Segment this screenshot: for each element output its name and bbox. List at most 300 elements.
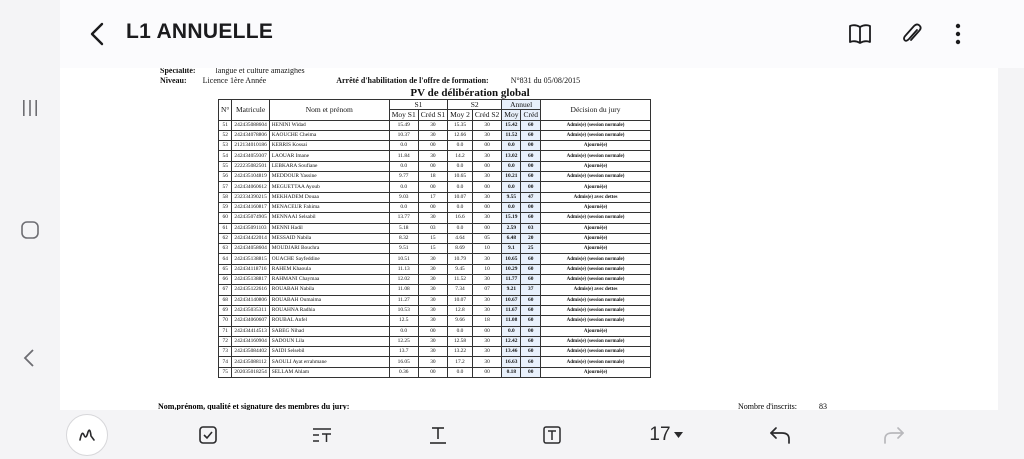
cell-matricule: 242434059307 (232, 151, 269, 161)
cell-moy-2: 0.0 (448, 223, 473, 233)
cell-nom: LEBKARA Soufiane (269, 161, 389, 171)
cell-nom: ROUBAL Anfel (269, 316, 389, 326)
cell-cred-s2: 18 (472, 316, 501, 326)
cell-moy-s1: 11.27 (389, 295, 418, 305)
cell-cred-s2: 00 (472, 367, 501, 377)
cell-num: 62 (219, 233, 232, 243)
cell-matricule: 242435084402 (232, 347, 269, 357)
cell-nom: MESSAID Nabila (269, 233, 389, 243)
cell-moy-2: 10.79 (448, 254, 473, 264)
cell-nom: KAOUCHE Cheima (269, 130, 389, 140)
col-cred-s2: Créd S2 (472, 110, 501, 120)
cell-matricule: 242434058604 (232, 244, 269, 254)
specialite-value: langue et culture amazighes (215, 68, 305, 75)
cell-moy-2: 0.0 (448, 141, 473, 151)
cell-decision: Admis(e) avec dettes (541, 285, 651, 295)
cell-cred-s2: 30 (472, 151, 501, 161)
arrete-label: Arrêté d'habilitation de l'offre de formation: (336, 76, 489, 85)
cell-cred-s1: 30 (418, 264, 447, 274)
table-row (219, 182, 651, 192)
cell-cred-s2: 10 (472, 264, 501, 274)
cell-moy-s1: 11.13 (389, 264, 418, 274)
col-annuel: Annuel (502, 100, 541, 110)
table-row (219, 233, 651, 243)
specialite-line (160, 68, 860, 76)
col-matricule: Matricule (232, 100, 269, 121)
cell-num: 68 (219, 295, 232, 305)
inscrits-label: Nombre d'inscrits: (738, 402, 797, 410)
document-title: PV de délibération global (410, 87, 530, 99)
cell-moy-s1: 11.08 (389, 285, 418, 295)
cell-num: 55 (219, 161, 232, 171)
cell-num: 74 (219, 357, 232, 367)
cell-num: 53 (219, 141, 232, 151)
cell-cred: 60 (521, 295, 541, 305)
cell-matricule: 242434160904 (232, 336, 269, 346)
cell-num: 71 (219, 326, 232, 336)
recents-icon[interactable] (14, 92, 46, 124)
pen-icon[interactable] (66, 414, 108, 456)
cell-num: 58 (219, 192, 232, 202)
cell-cred: 60 (521, 275, 541, 285)
cell-moy: 15.19 (502, 213, 521, 223)
col-moy-2: Moy 2 (448, 110, 473, 120)
cell-cred: 00 (521, 182, 541, 192)
undo-icon[interactable] (766, 418, 794, 452)
cell-cred-s2: 00 (472, 202, 501, 212)
cell-moy-2: 13.22 (448, 347, 473, 357)
cell-moy-2: 0.0 (448, 161, 473, 171)
niveau-value: Licence 1ère Année (202, 76, 267, 85)
cell-moy: 6.48 (502, 233, 521, 243)
cell-moy-s1: 13.7 (389, 347, 418, 357)
chevron-down-icon (674, 432, 683, 438)
cell-cred-s1: 30 (418, 305, 447, 315)
cell-moy: 10.29 (502, 264, 521, 274)
cell-moy-s1: 9.51 (389, 244, 418, 254)
cell-nom: MENNAAI Selsabil (269, 213, 389, 223)
cell-nom: SAOULI Ayat errahmane (269, 357, 389, 367)
cell-decision: Ajourné(e) (541, 244, 651, 254)
cell-matricule: 212134010186 (232, 141, 269, 151)
cell-moy: 11.52 (502, 130, 521, 140)
deliberation-table (218, 99, 651, 378)
cell-num: 52 (219, 130, 232, 140)
cell-nom: MEKHADEM Douaa (269, 192, 389, 202)
cell-nom: SABEG Nihad (269, 326, 389, 336)
cell-moy-s1: 0.36 (389, 367, 418, 377)
cell-decision: Admis(e) avec dettes (541, 192, 651, 202)
cell-num: 73 (219, 347, 232, 357)
cell-cred-s2: 00 (472, 223, 501, 233)
cell-cred: 25 (521, 244, 541, 254)
cell-moy-s1: 10.51 (389, 254, 418, 264)
cell-moy: 9.21 (502, 285, 521, 295)
cell-decision: Admis(e) (session normale) (541, 316, 651, 326)
cell-moy-2: 10.07 (448, 192, 473, 202)
cell-cred-s2: 30 (472, 305, 501, 315)
niveau-line (160, 76, 860, 86)
table-row (219, 347, 651, 357)
cell-matricule: 242435091103 (232, 223, 269, 233)
cell-moy-2: 0.0 (448, 182, 473, 192)
cell-matricule: 242434078806 (232, 130, 269, 140)
table-row (219, 275, 651, 285)
cell-cred-s2: 30 (472, 336, 501, 346)
text-align-icon[interactable] (308, 418, 336, 452)
cell-num: 57 (219, 182, 232, 192)
cell-moy-s1: 12.25 (389, 336, 418, 346)
col-moy: Moy (502, 110, 521, 120)
cell-cred-s2: 07 (472, 285, 501, 295)
checkbox-icon[interactable] (194, 418, 222, 452)
home-icon[interactable] (14, 214, 46, 246)
cell-moy-s1: 10.37 (389, 130, 418, 140)
cell-moy-2: 0.0 (448, 202, 473, 212)
cell-cred-s2: 00 (472, 326, 501, 336)
table-row (219, 264, 651, 274)
cell-cred: 60 (521, 316, 541, 326)
table-row (219, 202, 651, 212)
table-row (219, 244, 651, 254)
cell-moy-2: 9.66 (448, 316, 473, 326)
cell-cred: 60 (521, 151, 541, 161)
col-s2: S2 (448, 100, 502, 110)
col-nom: Nom et prénom (269, 100, 389, 121)
cell-nom: ROUABAH Oumaima (269, 295, 389, 305)
cell-moy: 9.1 (502, 244, 521, 254)
cell-moy-s1: 9.03 (389, 192, 418, 202)
cell-nom: RAHEM Khaoula (269, 264, 389, 274)
cell-cred: 60 (521, 347, 541, 357)
cell-nom: MEGUETTAA Ayoub (269, 182, 389, 192)
font-size-select[interactable] (646, 418, 686, 452)
table-row (219, 213, 651, 223)
cell-cred-s2: 30 (472, 192, 501, 202)
cell-nom: ROUAHNA Radhia (269, 305, 389, 315)
cell-cred-s1: 18 (418, 172, 447, 182)
cell-moy: 13.02 (502, 151, 521, 161)
cell-cred-s1: 00 (418, 161, 447, 171)
cell-cred-s2: 30 (472, 275, 501, 285)
col-moy-s1: Moy S1 (389, 110, 418, 120)
cell-cred-s2: 30 (472, 347, 501, 357)
cell-moy-s1: 0.0 (389, 326, 418, 336)
cell-decision: Admis(e) (session normale) (541, 357, 651, 367)
cell-matricule: 242434140806 (232, 295, 269, 305)
cell-matricule: 232334390215 (232, 192, 269, 202)
cell-decision: Ajourné(e) (541, 233, 651, 243)
cell-cred: 60 (521, 264, 541, 274)
cell-nom: MEDDOUR Yassine (269, 172, 389, 182)
cell-cred: 00 (521, 202, 541, 212)
table-row (219, 223, 651, 233)
cell-cred-s1: 30 (418, 254, 447, 264)
font-size-value: 17 (649, 424, 671, 445)
paperclip-icon[interactable] (898, 20, 926, 48)
cell-cred-s1: 30 (418, 275, 447, 285)
cell-moy: 0.18 (502, 367, 521, 377)
more-vert-icon[interactable] (944, 20, 972, 48)
cell-nom: ROUABAH Nabila (269, 285, 389, 295)
cell-moy: 11.67 (502, 305, 521, 315)
cell-cred-s1: 00 (418, 202, 447, 212)
cell-decision: Admis(e) (session normale) (541, 264, 651, 274)
cell-moy-2: 4.64 (448, 233, 473, 243)
cell-cred-s1: 00 (418, 141, 447, 151)
cell-matricule: 242434414513 (232, 326, 269, 336)
cell-cred-s2: 30 (472, 295, 501, 305)
cell-moy-s1: 0.0 (389, 202, 418, 212)
cell-num: 56 (219, 172, 232, 182)
cell-matricule: 242435088112 (232, 357, 269, 367)
cell-matricule: 242434060607 (232, 316, 269, 326)
cell-moy: 0.0 (502, 161, 521, 171)
cell-decision: Admis(e) (session normale) (541, 151, 651, 161)
cell-cred-s1: 15 (418, 244, 447, 254)
cell-moy-s1: 16.05 (389, 357, 418, 367)
cell-cred: 37 (521, 285, 541, 295)
cell-cred-s1: 30 (418, 213, 447, 223)
cell-moy-s1: 10.53 (389, 305, 418, 315)
cell-cred-s1: 30 (418, 336, 447, 346)
cell-moy-2: 12.66 (448, 130, 473, 140)
cell-cred-s1: 00 (418, 182, 447, 192)
cell-moy-s1: 5.18 (389, 223, 418, 233)
cell-moy-2: 12.58 (448, 336, 473, 346)
cell-moy-2: 0.0 (448, 326, 473, 336)
cell-moy-2: 10.65 (448, 172, 473, 182)
cell-num: 72 (219, 336, 232, 346)
cell-num: 59 (219, 202, 232, 212)
cell-moy-2: 17.2 (448, 357, 473, 367)
cell-moy-2: 12.8 (448, 305, 473, 315)
cell-nom: SELLAM Ahlam (269, 367, 389, 377)
table-body (219, 120, 651, 377)
cell-cred-s1: 17 (418, 192, 447, 202)
cell-cred-s2: 30 (472, 172, 501, 182)
cell-nom: MENACEUR Fahima (269, 202, 389, 212)
cell-cred-s1: 15 (418, 233, 447, 243)
cell-cred: 00 (521, 367, 541, 377)
cell-decision: Admis(e) (session normale) (541, 254, 651, 264)
col-cred: Créd (521, 110, 541, 120)
cell-moy: 10.21 (502, 172, 521, 182)
cell-decision: Ajourné(e) (541, 326, 651, 336)
cell-cred-s2: 00 (472, 141, 501, 151)
cell-moy-2: 14.2 (448, 151, 473, 161)
cell-cred-s2: 10 (472, 244, 501, 254)
cell-cred: 60 (521, 357, 541, 367)
cell-cred: 00 (521, 326, 541, 336)
table-row (219, 254, 651, 264)
cell-moy: 10.65 (502, 254, 521, 264)
cell-cred-s1: 30 (418, 347, 447, 357)
cell-nom: SAIDI Selsebil (269, 347, 389, 357)
cell-decision: Admis(e) (session normale) (541, 130, 651, 140)
cell-matricule: 242435035311 (232, 305, 269, 315)
cell-cred-s1: 30 (418, 357, 447, 367)
cell-nom: MOUDJARI Bouchra (269, 244, 389, 254)
col-cred-s1: Créd S1 (418, 110, 447, 120)
cell-decision: Admis(e) (session normale) (541, 347, 651, 357)
table-row (219, 305, 651, 315)
cell-moy: 11.08 (502, 316, 521, 326)
inscrits-value: 83 (819, 402, 827, 410)
cell-moy-2: 9.45 (448, 264, 473, 274)
table-row (219, 172, 651, 182)
cell-decision: Admis(e) (session normale) (541, 275, 651, 285)
table-row (219, 285, 651, 295)
cell-moy: 12.42 (502, 336, 521, 346)
cell-decision: Ajourné(e) (541, 182, 651, 192)
cell-moy-s1: 0.0 (389, 161, 418, 171)
jury-signature-label: Nom,prénom, qualité et signature des membres du jury: (158, 402, 350, 410)
text-underline-icon[interactable] (424, 418, 452, 452)
back-icon[interactable] (14, 342, 46, 374)
cell-moy-s1: 13.77 (389, 213, 418, 223)
text-box-icon[interactable] (538, 418, 566, 452)
cell-cred: 00 (521, 141, 541, 151)
specialite-label: Spécialité: (160, 68, 196, 75)
cell-decision: Admis(e) (session normale) (541, 305, 651, 315)
col-decision: Décision du jury (541, 100, 651, 121)
table-row (219, 120, 651, 130)
table-row (219, 357, 651, 367)
cell-cred: 60 (521, 305, 541, 315)
cell-matricule: 242434160817 (232, 202, 269, 212)
cell-matricule: 242435122616 (232, 285, 269, 295)
system-nav-bar (0, 0, 60, 459)
cell-moy-2: 0.0 (448, 367, 473, 377)
arrete-value: N°831 du 05/08/2015 (510, 76, 581, 85)
cell-cred-s1: 30 (418, 285, 447, 295)
cell-matricule: 242435088604 (232, 120, 269, 130)
table-row (219, 161, 651, 171)
cell-num: 60 (219, 213, 232, 223)
cell-moy: 16.63 (502, 357, 521, 367)
table-row (219, 367, 651, 377)
cell-decision: Admis(e) (session normale) (541, 336, 651, 346)
cell-moy-2: 11.52 (448, 275, 473, 285)
cell-cred-s2: 00 (472, 161, 501, 171)
cell-cred-s2: 30 (472, 130, 501, 140)
cell-cred-s1: 30 (418, 130, 447, 140)
cell-num: 54 (219, 151, 232, 161)
cell-moy: 13.46 (502, 347, 521, 357)
document-content (160, 68, 860, 378)
cell-moy-s1: 12.5 (389, 316, 418, 326)
app-header (60, 0, 1024, 68)
cell-matricule: 242434422014 (232, 233, 269, 243)
book-icon[interactable] (846, 20, 874, 48)
cell-num: 51 (219, 120, 232, 130)
cell-decision: Ajourné(e) (541, 161, 651, 171)
cell-cred-s2: 30 (472, 357, 501, 367)
cell-nom: SADOUN Lila (269, 336, 389, 346)
table-row (219, 336, 651, 346)
cell-decision: Ajourné(e) (541, 367, 651, 377)
cell-decision: Admis(e) (session normale) (541, 172, 651, 182)
cell-decision: Admis(e) (session normale) (541, 295, 651, 305)
page-title: L1 ANNUELLE (126, 20, 274, 43)
cell-cred-s2: 30 (472, 120, 501, 130)
cell-moy-2: 16.6 (448, 213, 473, 223)
cell-moy-s1: 15.49 (389, 120, 418, 130)
cell-moy-2: 7.34 (448, 285, 473, 295)
cell-matricule: 242435074905 (232, 213, 269, 223)
cell-matricule: 242435138815 (232, 254, 269, 264)
cell-cred: 60 (521, 130, 541, 140)
niveau-label: Niveau: (160, 76, 187, 85)
cell-cred: 60 (521, 213, 541, 223)
cell-cred-s2: 30 (472, 254, 501, 264)
cell-moy: 0.0 (502, 202, 521, 212)
cell-decision: Admis(e) (session normale) (541, 120, 651, 130)
cell-nom: HENINI Widad (269, 120, 389, 130)
table-row (219, 151, 651, 161)
cell-cred: 60 (521, 120, 541, 130)
table-row (219, 192, 651, 202)
table-row (219, 295, 651, 305)
cell-moy: 10.67 (502, 295, 521, 305)
cell-cred-s1: 03 (418, 223, 447, 233)
cell-decision: Ajourné(e) (541, 223, 651, 233)
redo-icon[interactable] (880, 418, 908, 452)
cell-num: 67 (219, 285, 232, 295)
cell-cred: 47 (521, 192, 541, 202)
back-arrow-icon[interactable] (84, 18, 110, 50)
cell-cred-s1: 00 (418, 367, 447, 377)
cell-moy-s1: 0.0 (389, 182, 418, 192)
cell-moy: 2.59 (502, 223, 521, 233)
cell-num: 61 (219, 223, 232, 233)
cell-moy-2: 8.69 (448, 244, 473, 254)
inscrits-line (738, 402, 827, 410)
cell-matricule: 242435138817 (232, 275, 269, 285)
edit-toolbar (60, 410, 1024, 459)
cell-moy: 11.77 (502, 275, 521, 285)
cell-cred: 60 (521, 336, 541, 346)
cell-cred: 60 (521, 172, 541, 182)
cell-num: 65 (219, 264, 232, 274)
cell-nom: MENNI Hadil (269, 223, 389, 233)
col-num: N° (219, 100, 232, 121)
table-row (219, 141, 651, 151)
col-s1: S1 (389, 100, 447, 110)
cell-moy: 15.42 (502, 120, 521, 130)
cell-num: 69 (219, 305, 232, 315)
cell-num: 66 (219, 275, 232, 285)
cell-matricule: 242434060612 (232, 182, 269, 192)
table-row (219, 326, 651, 336)
cell-num: 63 (219, 244, 232, 254)
cell-cred: 20 (521, 233, 541, 243)
cell-cred: 00 (521, 161, 541, 171)
cell-nom: OUACHE Sayfeddine (269, 254, 389, 264)
cell-matricule: 242435104819 (232, 172, 269, 182)
cell-num: 64 (219, 254, 232, 264)
cell-cred-s1: 30 (418, 316, 447, 326)
cell-moy-s1: 9.77 (389, 172, 418, 182)
cell-moy-s1: 8.32 (389, 233, 418, 243)
cell-cred: 60 (521, 254, 541, 264)
document-page[interactable] (60, 68, 998, 410)
cell-moy-s1: 12.02 (389, 275, 418, 285)
cell-cred-s1: 30 (418, 120, 447, 130)
cell-matricule: 222235082501 (232, 161, 269, 171)
cell-decision: Ajourné(e) (541, 202, 651, 212)
